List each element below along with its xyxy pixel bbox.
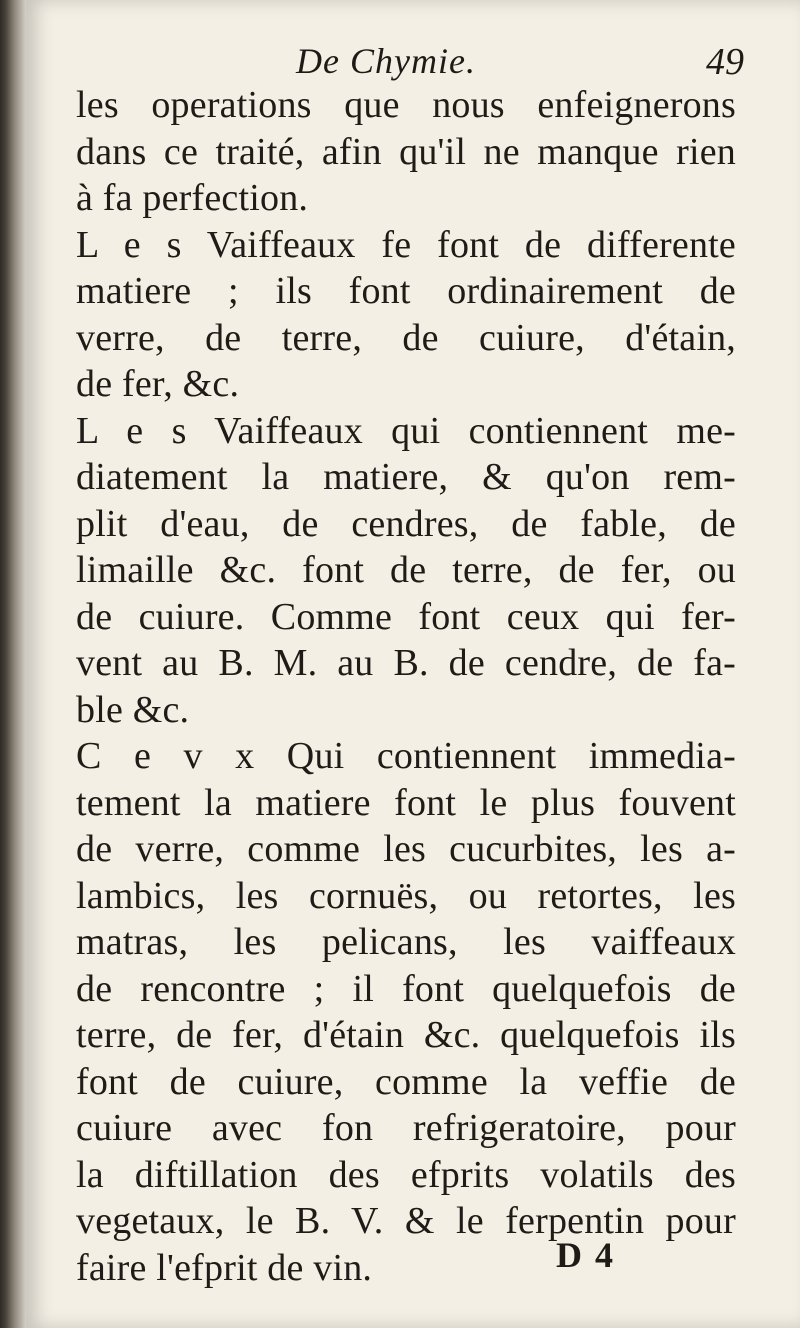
text-line: vegetaux, le B. V. & le ferpentin pour [76, 1200, 736, 1242]
text-line: L e s Vaiffeaux fe font de differente [76, 223, 736, 266]
text-line: limaille &c. font de terre, de fer, ou [76, 549, 736, 591]
text-line: de rencontre ; il font quelquefois de [76, 967, 736, 1010]
text-line: de fer, &c. [76, 363, 240, 405]
text-line: matiere ; ils font ordinairement de [76, 270, 736, 312]
signature-mark: D 4 [556, 1235, 615, 1275]
text-line: font de cuiure, comme la veffie de [76, 1060, 736, 1103]
text-line: ble &c. [76, 688, 190, 731]
running-title: De Chymie. [296, 41, 476, 81]
text-line: plit d'eau, de cendres, de fable, de [76, 502, 736, 545]
text-line: lambics, les cornuës, ou retortes, les [76, 874, 736, 917]
body-text [76, 82, 736, 1291]
text-line: tement la matiere font le plus fouvent [76, 781, 736, 824]
text-line: de verre, comme les cucurbites, les a- [76, 828, 736, 870]
book-page [26, 0, 800, 1328]
text-line: matras, les pelicans, les vaiffeaux [76, 921, 736, 963]
text-line: faire l'efprit de vin. [76, 1246, 373, 1289]
text-line: dans ce traité, afin qu'il ne manque rien [76, 130, 736, 173]
text-line: à fa perfection. [76, 177, 309, 219]
text-line: cuiure avec fon refrigeratoire, pour [76, 1107, 736, 1149]
page-number: 49 [706, 41, 744, 83]
text-line: de cuiure. Comme font ceux qui fer- [76, 595, 736, 638]
text-line: la diftillation des efprits volatils des [76, 1153, 736, 1196]
text-line: terre, de fer, d'étain &c. quelquefois ils [76, 1014, 736, 1056]
text-line: verre, de terre, de cuiure, d'étain, [76, 316, 736, 359]
text-line: L e s Vaiffeaux qui contiennent me- [76, 409, 736, 452]
text-line: C e v x Qui contiennent immedia- [76, 735, 736, 777]
text-line: les operations que nous enfeignerons [76, 84, 736, 126]
text-line: diatement la matiere, & qu'on rem- [76, 456, 736, 498]
text-line: vent au B. M. au B. de cendre, de fa- [76, 642, 736, 684]
